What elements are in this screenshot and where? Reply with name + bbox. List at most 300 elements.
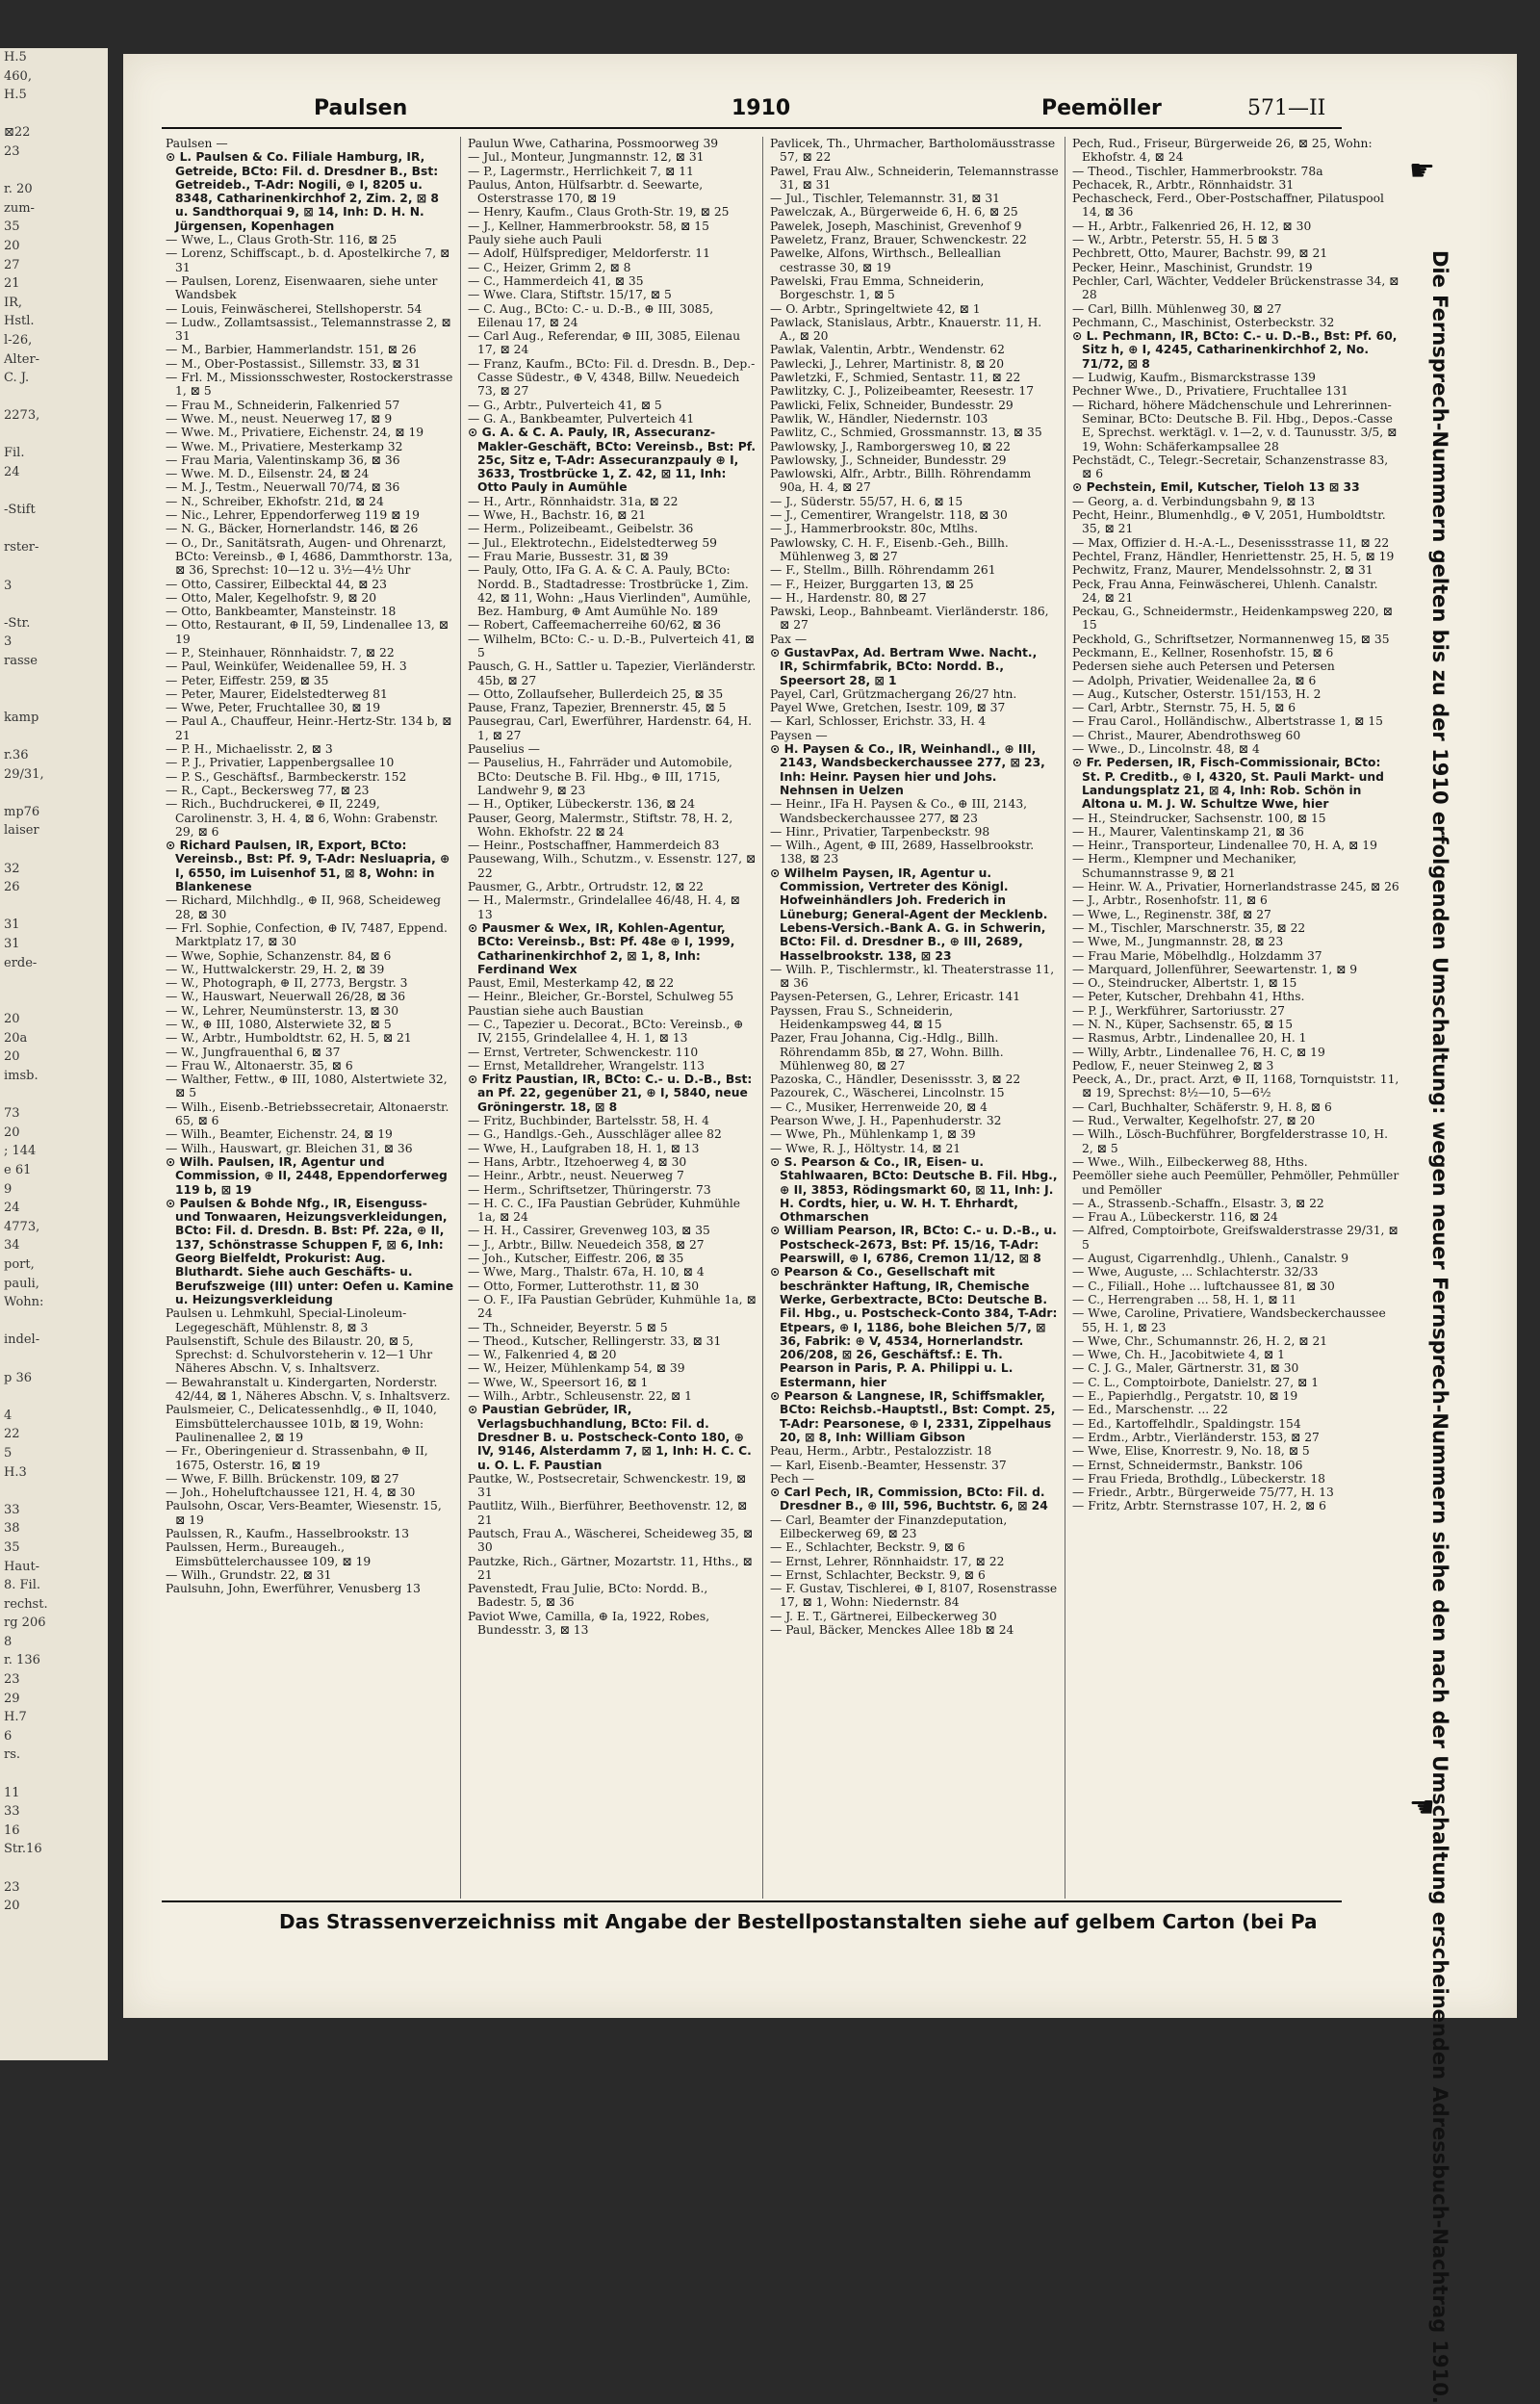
adjacent-page-fragment: 5 (4, 1445, 13, 1460)
directory-entry: — Frau Frieda, Brothdlg., Lübeckerstr. 18 (1072, 1471, 1325, 1486)
adjacent-page-fragment: H.3 (4, 1464, 27, 1480)
column-divider (762, 137, 763, 1899)
directory-entry: Pech, Rud., Friseur, Bürgerweide 26, ⊠ 25, Wohn: Ekhofstr. 4, ⊠ 24 (1072, 137, 1373, 165)
adjacent-page-fragment: 4 (4, 1408, 13, 1423)
directory-entry: — W., Photograph, ⊕ II, 2773, Bergstr. 3 (166, 976, 408, 991)
directory-entry: Pawel, Frau Alw., Schneiderin, Telemannstrasse 31, ⊠ 31 (770, 164, 1059, 192)
adjacent-page-fragment: imsb. (4, 1069, 38, 1084)
directory-entry: Pechwitz, Franz, Maurer, Mendelssohnstr. 2, ⊠ 31 (1072, 563, 1373, 578)
directory-entry: — Frl. Sophie, Confection, ⊕ IV, 7487, Eppend. Marktplatz 17, ⊠ 30 (166, 920, 448, 949)
directory-entry: Paulsuhn, John, Ewerführer, Venusberg 13 (166, 1582, 421, 1596)
directory-entry: — C., Filiall., Hohe ... luftchaussee 81, ⊠ 30 (1072, 1279, 1335, 1293)
directory-entry: — G. A., Bankbeamter, Pulverteich 41 (468, 411, 695, 426)
directory-entry: — Frau A., Lübeckerstr. 116, ⊠ 24 (1072, 1210, 1278, 1225)
directory-entry: — H., Artr., Rönnhaidstr. 31a, ⊠ 22 (468, 494, 679, 508)
directory-entry: — J. E. T., Gärtnerei, Eilbeckerweg 30 (770, 1609, 997, 1623)
directory-entry: — Wwe, Chr., Schumannstr. 26, H. 2, ⊠ 21 (1072, 1333, 1328, 1348)
directory-entry: — P. S., Geschäftsf., Barmbeckerstr. 152 (166, 769, 407, 784)
directory-entry: — Jul., Tischler, Telemannstr. 31, ⊠ 31 (770, 192, 1001, 206)
adjacent-page-fragment: 20 (4, 1012, 20, 1027)
directory-entry: — Alfred, Comptoirbote, Greifswalderstrasse 29/31, ⊠ 5 (1072, 1224, 1399, 1252)
adjacent-page-fragment: 20 (4, 1049, 20, 1065)
directory-entry: Pech — (770, 1471, 815, 1486)
adjacent-page-fragment: 31 (4, 918, 20, 933)
adjacent-page-fragment: 26 (4, 880, 20, 895)
directory-entry: — Ernst, Vertreter, Schwenckestr. 110 (468, 1045, 699, 1059)
adjacent-page-fragment: Alter- (4, 351, 40, 367)
column-3 (770, 137, 1059, 1899)
directory-entry: — Wwe. M. D., Eilsenstr. 24, ⊠ 24 (166, 467, 370, 481)
directory-entry: — H., Malermstr., Grindelallee 46/48, H. 4, ⊠ 13 (468, 893, 740, 921)
directory-entry: — Ernst, Lehrer, Rönnhaidstr. 17, ⊠ 22 (770, 1554, 1005, 1568)
directory-entry: — F., Heizer, Burggarten 13, ⊠ 25 (770, 577, 974, 591)
directory-entry: — Theod., Tischler, Hammerbrookstr. 78a (1072, 164, 1323, 178)
directory-entry: Paulsen — (166, 137, 228, 150)
directory-entry: — Richard, Milchhdlg., ⊕ II, 968, Scheideweg 28, ⊠ 30 (166, 893, 441, 921)
directory-entry: Pavlicek, Th., Uhrmacher, Bartholomäusstrasse 57, ⊠ 22 (770, 137, 1056, 165)
adjacent-page-fragment (0, 727, 108, 746)
directory-entry: — Marquard, Jollenführer, Seewartenstr. 1, ⊠ 9 (1072, 962, 1358, 976)
directory-entry: — Otto, Bankbeamter, Mansteinstr. 18 (166, 605, 397, 619)
directory-entry: Pawelczak, A., Bürgerweide 6, H. 6, ⊠ 25 (770, 205, 1018, 220)
directory-entry: — Wwe, R. J., Höltystr. 14, ⊠ 21 (770, 1141, 962, 1155)
directory-entry: — O., Dr., Sanitätsrath, Augen- und Ohrenarzt, BCto: Vereinsb., ⊕ I, 4686, Dammthorstr. 13a, ⊠ 36, Sprechst: 10—12 u. 3½—4½ Uhr (166, 535, 453, 578)
adjacent-page-fragment: 23 (4, 1879, 20, 1895)
directory-entry: — W., Huttwalckerstr. 29, H. 2, ⊠ 39 (166, 962, 385, 976)
directory-entry: — Heinr., IFa H. Paysen & Co., ⊕ III, 2143, Wandsbeckerchaussee 277, ⊠ 23 (770, 797, 1028, 825)
directory-entry: Pechascheck, Ferd., Ober-Postschaffner, Pilatuspool 14, ⊠ 36 (1072, 192, 1384, 220)
directory-entry: — Ludwig, Kaufm., Bismarckstrasse 139 (1072, 371, 1316, 385)
adjacent-page-fragment: Wohn: (4, 1295, 44, 1310)
directory-entry: Pausmer, G., Arbtr., Ortrudstr. 12, ⊠ 22 (468, 880, 704, 894)
directory-entry: — Franz, Kaufm., BCto: Fil. d. Dresdn. B., Dep.-Casse Südestr., ⊕ V, 4348, Billw. Neuedeich 73, ⊠ 27 (468, 356, 756, 399)
directory-entry: — Heinr., Arbtr., neust. Neuerweg 7 (468, 1169, 684, 1183)
adjacent-page-fragment: H.7 (4, 1710, 27, 1725)
directory-entry: Pausegrau, Carl, Ewerführer, Hardenstr. 64, H. 1, ⊠ 27 (468, 714, 752, 742)
directory-entry: — Christ., Maurer, Abendrothsweg 60 (1072, 728, 1301, 742)
directory-entry: — W., Arbtr., Peterstr. 55, H. 5 ⊠ 3 (1072, 233, 1279, 247)
adjacent-page-fragment (0, 897, 108, 917)
directory-entry: — Wilh., Lösch-Buchführer, Borgfelderstrasse 10, H. 2, ⊠ 5 (1072, 1127, 1388, 1155)
directory-entry: — H., Optiker, Lübeckerstr. 136, ⊠ 24 (468, 797, 696, 812)
directory-entry: — Paulsen, Lorenz, Eisenwaaren, siehe unter Wandsbek (166, 273, 438, 302)
directory-entry: ⊙ Paustian Gebrüder, IR, Verlagsbuchhandlung, BCto: Fil. d. Dresdner B. u. Postscheck-Conto 180, ⊕ IV, 9146, Alsterdamm 7, ⊠ 1, Inh: H. C. C. u. O. L. F. Paustian (468, 1403, 752, 1472)
directory-entry: — W., ⊕ III, 1080, Alsterwiete 32, ⊠ 5 (166, 1018, 392, 1031)
directory-entry: — Heinr., Postschaffner, Hammerdeich 83 (468, 839, 720, 853)
adjacent-page-fragment: 6 (4, 1728, 13, 1744)
directory-entry: Payel, Carl, Grützmachergang 26/27 htn. (770, 686, 1017, 701)
directory-entry: Pax — (770, 632, 808, 646)
directory-entry: — H., Steindrucker, Sachsenstr. 100, ⊠ 15 (1072, 811, 1326, 825)
adjacent-page-fragment: 34 (4, 1238, 20, 1254)
directory-entry: Paulsmeier, C., Delicatessenhdlg., ⊕ II, 1040, Eimsbüttelerchaussee 101b, ⊠ 19, Wohn: Paulinenallee 2, ⊠ 19 (166, 1403, 437, 1444)
directory-entry: Pausch, G. H., Sattler u. Tapezier, Vierländerstr. 45b, ⊠ 27 (468, 659, 757, 687)
adjacent-page-fragment (0, 840, 108, 860)
adjacent-page-fragment: -Str. (4, 615, 31, 631)
adjacent-page-fragment (0, 972, 108, 992)
directory-entry: — Joh., Kutscher, Eiffestr. 206, ⊠ 35 (468, 1252, 684, 1266)
adjacent-page-fragment: 20 (4, 238, 20, 253)
directory-entry: — Frau W., Altonaerstr. 35, ⊠ 6 (166, 1058, 353, 1073)
directory-entry: — Ernst, Schlachter, Beckstr. 9, ⊠ 6 (770, 1567, 986, 1582)
directory-entry: — J., Kellner, Hammerbrookstr. 58, ⊠ 15 (468, 219, 709, 233)
directory-entry: — Rud., Verwalter, Kegelhofstr. 27, ⊠ 20 (1072, 1114, 1316, 1128)
directory-entry: — Wwe, Elise, Knorrestr. 9, No. 18, ⊠ 5 (1072, 1444, 1310, 1459)
pointing-hand-icon: ☚ (1409, 1791, 1435, 1824)
adjacent-page-fragment (0, 1387, 108, 1407)
adjacent-page-fragment: 33 (4, 1804, 20, 1820)
adjacent-page-fragment: port, (4, 1257, 35, 1272)
directory-entry: — Adolf, Hülfsprediger, Meldorferstr. 11 (468, 246, 710, 261)
directory-entry: — Karl, Eisenb.-Beamter, Hessenstr. 37 (770, 1458, 1007, 1472)
directory-entry: Pearson Wwe, J. H., Papenhuderstr. 32 (770, 1114, 1002, 1128)
directory-entry: — Pauselius, H., Fahrräder und Automobile, BCto: Deutsche B. Fil. Hbg., ⊕ III, 1715, Landwehr 9, ⊠ 23 (468, 756, 732, 797)
directory-entry: — Wwe, F. Billh. Brückenstr. 109, ⊠ 27 (166, 1471, 399, 1486)
directory-entry: — Pauly, Otto, IFa G. A. & C. A. Pauly, BCto: Nordd. B., Stadtadresse: Trostbrücke 1, Zim. 42, ⊠ 11, Wohn: „Haus Vierlinden", Aumühle, Bez. Hamburg, ⊕ Amt Aumühle No. 189 (468, 563, 752, 619)
directory-entry: ⊙ G. A. & C. A. Pauly, IR, Assecuranz-Makler-Geschäft, BCto: Vereinsb., Bst: Pf. 25c, Sitz e, T-Adr: Assecuranzpauly ⊕ I, 3633, Trostbrücke 1, Z. 42, ⊠ 11, Inh: Otto Pauly in Aumühle (468, 426, 757, 495)
directory-entry: — Ludw., Zollamtsassist., Telemannstrasse 2, ⊠ 31 (166, 315, 451, 344)
adjacent-page-fragment: 38 (4, 1521, 20, 1537)
adjacent-page-fragment: 23 (4, 1672, 20, 1688)
directory-entry: — C. L., Comptoirbote, Danielstr. 27, ⊠ 1 (1072, 1375, 1320, 1389)
directory-entry: — C., Herrengraben ... 58, H. 1, ⊠ 11 (1072, 1292, 1297, 1306)
column-2 (468, 137, 757, 1899)
directory-entry: — Wwe. M., neust. Neuerweg 17, ⊠ 9 (166, 411, 393, 426)
adjacent-page-fragment: indel- (4, 1332, 40, 1348)
directory-entry: — Frau Marie, Bussestr. 31, ⊠ 39 (468, 549, 669, 563)
directory-entry: Pawlitzky, C. J., Polizeibeamter, Reesestr. 17 (770, 384, 1035, 399)
directory-entry: — M., Ober-Postassist., Sillemstr. 33, ⊠ 31 (166, 356, 422, 371)
directory-entry: ⊙ Pausmer & Wex, IR, Kohlen-Agentur, BCto: Vereinsb., Bst: Pf. 48e ⊕ I, 1999, Catharinenkirchhof 2, ⊠ 1, 8, Inh: Ferdinand Wex (468, 920, 735, 976)
directory-entry: — E., Papierhdlg., Pergatstr. 10, ⊠ 19 (1072, 1389, 1298, 1404)
adjacent-page-fragment (0, 1765, 108, 1784)
directory-entry: — August, Cigarrenhdlg., Uhlenh., Canalstr. 9 (1072, 1252, 1349, 1266)
directory-entry: — Nic., Lehrer, Eppendorferweg 119 ⊠ 19 (166, 508, 420, 523)
directory-entry: ⊙ Pearson & Langnese, IR, Schiffsmakler, BCto: Reichsb.-Hauptstl., Bst: Compt. 25, T-Adr: Pearsonese, ⊕ I, 2331, Zippelhaus 20, ⊠ 8, Inh: William Gibson (770, 1389, 1056, 1444)
directory-entry: — Wilh., Eisenb.-Betriebssecretair, Altonaerstr. 65, ⊠ 6 (166, 1099, 449, 1128)
adjacent-page-fragment: r.36 (4, 747, 29, 763)
directory-entry: Pawlack, Stanislaus, Arbtr., Knauerstr. 11, H. A., ⊠ 20 (770, 315, 1042, 344)
directory-entry: — W., Hauswart, Neuerwall 26/28, ⊠ 36 (166, 990, 406, 1004)
directory-entry: — Carl, Billh. Mühlenweg 30, ⊠ 27 (1072, 301, 1282, 316)
directory-entry: — C., Hammerdeich 41, ⊠ 35 (468, 273, 644, 288)
adjacent-page-fragment: 3 (4, 578, 13, 593)
directory-entry: Pawlak, Valentin, Arbtr., Wendenstr. 62 (770, 343, 1005, 357)
adjacent-page-fragment: C. J. (4, 371, 30, 386)
directory-entry: Pautlitz, Wilh., Bierführer, Beethovenstr. 12, ⊠ 21 (468, 1499, 748, 1527)
directory-entry: Peemöller siehe auch Peemüller, Pehmöller, Pehmüller und Pemöller (1072, 1169, 1399, 1197)
directory-entry: — F. Gustav, Tischlerei, ⊕ I, 8107, Rosenstrasse 17, ⊠ 1, Wohn: Niedernstr. 84 (770, 1582, 1058, 1610)
adjacent-page-fragment (0, 1312, 108, 1331)
directory-entry: — Herm., Schriftsetzer, Thüringerstr. 73 (468, 1182, 711, 1197)
directory-entry: ⊙ Wilh. Paulsen, IR, Agentur und Commission, ⊕ II, 2448, Eppendorferweg 119 b, ⊠ 19 (166, 1154, 448, 1197)
directory-entry: — Friedr., Arbtr., Bürgerweide 75/77, H. 13 (1072, 1486, 1334, 1500)
directory-entry: — Richard, höhere Mädchenschule und Lehrerinnen-Seminar, BCto: Deutsche B. Fil. Hbg., Depos.-Casse E, Sprechst. werktägl. v. 1—2, v. d. Taunusstr. 3/5, ⊠ 19, Wohn: Schäferkampsallee 28 (1072, 398, 1398, 453)
directory-entry: Peckau, G., Schneidermstr., Heidenkampsweg 220, ⊠ 15 (1072, 605, 1393, 633)
adjacent-page-fragment (0, 520, 108, 539)
adjacent-page-fragment: 21 (4, 276, 20, 292)
directory-entry: — Herm., Polizeibeamt., Geibelstr. 36 (468, 522, 694, 536)
adjacent-page-fragment: Fil. (4, 446, 25, 461)
directory-entry: — Wwe, M., Jungmannstr. 28, ⊠ 23 (1072, 935, 1284, 949)
directory-entry: — C., Musiker, Herrenweide 20, ⊠ 4 (770, 1099, 988, 1114)
directory-entry: — M., Barbier, Hammerlandstr. 151, ⊠ 26 (166, 343, 417, 357)
directory-entry: — Frau Maria, Valentinskamp 36, ⊠ 36 (166, 452, 400, 467)
directory-entry: — Frau Marie, Möbelhdlg., Holzdamm 37 (1072, 948, 1322, 963)
directory-entry: ⊙ Pechstein, Emil, Kutscher, Tieloh 13 ⊠ 33 (1072, 480, 1360, 495)
directory-entry: Paulsohn, Oscar, Vers-Beamter, Wiesenstr. 15, ⊠ 19 (166, 1499, 442, 1527)
directory-entry: — Hans, Arbtr., Itzehoerweg 4, ⊠ 30 (468, 1154, 687, 1169)
directory-entry: — M. J., Testm., Neuerwall 70/74, ⊠ 36 (166, 480, 400, 495)
directory-entry: — Frau Carol., Holländischw., Albertstrasse 1, ⊠ 15 (1072, 714, 1383, 729)
directory-entry: Pawelke, Alfons, Wirthsch., Belleallian cestrasse 30, ⊠ 19 (770, 246, 1001, 274)
directory-entry: — Frau M., Schneiderin, Falkenried 57 (166, 398, 400, 412)
directory-entry: Paysen-Petersen, G., Lehrer, Ericastr. 141 (770, 990, 1021, 1004)
footer-rule (162, 1900, 1342, 1902)
directory-entry: — M., Tischler, Marschnerstr. 35, ⊠ 22 (1072, 920, 1306, 935)
directory-entry: Pawlowski, Alfr., Arbtr., Billh. Röhrendamm 90a, H. 4, ⊠ 27 (770, 467, 1032, 495)
directory-entry: — Peter, Maurer, Eidelstedterweg 81 (166, 686, 388, 701)
pointing-hand-icon: ☛ (1409, 154, 1435, 188)
directory-entry: — Frl. M., Missionsschwester, Rostockerstrasse 1, ⊠ 5 (166, 371, 453, 399)
directory-entry: — R., Capt., Beckersweg 77, ⊠ 23 (166, 783, 370, 797)
directory-entry: — Carl, Beamter der Finanzdeputation, Eilbeckerweg 69, ⊠ 23 (770, 1512, 1008, 1540)
directory-entry: — Ed., Marschenstr. ... 22 (1072, 1403, 1228, 1417)
adjacent-page-fragment: zum- (4, 200, 35, 216)
adjacent-page-fragment: 24 (4, 1201, 20, 1216)
directory-entry: Peau, Herm., Arbtr., Pestalozzistr. 18 (770, 1444, 992, 1459)
adjacent-page-fragment: 20 (4, 1899, 20, 1914)
adjacent-page-fragment: -Stift (4, 503, 36, 518)
directory-entry: — Otto, Former, Lutterothstr. 11, ⊠ 30 (468, 1279, 700, 1293)
directory-entry: Pawelski, Frau Emma, Schneiderin, Borgeschstr. 1, ⊠ 5 (770, 273, 985, 302)
adjacent-page-fragment: erde- (4, 955, 38, 970)
directory-entry: Pawlowsky, J., Ramborgersweg 10, ⊠ 22 (770, 439, 1011, 453)
adjacent-page-fragment: 22 (4, 1427, 20, 1442)
adjacent-page-fragment: Haut- (4, 1559, 40, 1574)
directory-entry: Pazourek, C., Wäscherei, Lincolnstr. 15 (770, 1086, 1005, 1100)
directory-entry: — Georg, a. d. Verbindungsbahn 9, ⊠ 13 (1072, 494, 1316, 508)
directory-entry: — A., Strassenb.-Schaffn., Elsastr. 3, ⊠ 22 (1072, 1196, 1324, 1210)
adjacent-page-fragment: 32 (4, 861, 20, 876)
adjacent-page-fragment: 460, (4, 68, 32, 84)
directory-entry: — H. C. C., IFa Paustian Gebrüder, Kuhmühle 1a, ⊠ 24 (468, 1196, 741, 1225)
directory-entry: — Wilh., Beamter, Eichenstr. 24, ⊠ 19 (166, 1127, 393, 1142)
directory-entry: — J., Arbtr., Billw. Neuedeich 358, ⊠ 27 (468, 1237, 705, 1252)
adjacent-page-fragment: 27 (4, 257, 20, 272)
directory-entry: Pautzke, Rich., Gärtner, Mozartstr. 11, Hths., ⊠ 21 (468, 1554, 753, 1582)
directory-entry: — J., Süderstr. 55/57, H. 6, ⊠ 15 (770, 494, 963, 508)
adjacent-page-fragment: IR, (4, 295, 23, 310)
directory-entry: ⊙ GustavPax, Ad. Bertram Wwe. Nacht., IR, Schirmfabrik, BCto: Nordd. B., Speersort 28, ⊠ 1 (770, 645, 1038, 687)
header-left-name: Paulsen (314, 96, 408, 120)
directory-entry: Peeck, A., Dr., pract. Arzt, ⊕ II, 1168, Tornquiststr. 11, ⊠ 19, Sprechst: 8½—10, 5—6½ (1072, 1073, 1399, 1100)
directory-entry: — Otto, Maler, Kegelhofstr. 9, ⊠ 20 (166, 590, 377, 605)
adjacent-page-fragment: 29/31, (4, 766, 44, 782)
directory-entry: Pauser, Georg, Malermstr., Stiftstr. 78, H. 2, Wohn. Ekhofstr. 22 ⊠ 24 (468, 811, 733, 839)
directory-entry: — Adolph, Privatier, Weidenallee 2a, ⊠ 6 (1072, 673, 1317, 687)
directory-entry: — W., Lehrer, Neumünsterstr. 13, ⊠ 30 (166, 1003, 399, 1018)
directory-entry: ⊙ William Pearson, IR, BCto: C.- u. D.-B., u. Postscheck-2673, Bst: Pf. 15/16, T-Adr: Pearswill, ⊕ I, 6786, Cremon 11/12, ⊠ 8 (770, 1224, 1057, 1266)
column-4 (1072, 137, 1399, 1899)
adjacent-page-fragment: Hstl. (4, 314, 35, 329)
directory-entry: Pechtel, Franz, Händler, Henriettenstr. 25, H. 5, ⊠ 19 (1072, 549, 1395, 563)
adjacent-page-fragment: H.5 (4, 50, 27, 65)
directory-entry: — N., Schreiber, Ekhofstr. 21d, ⊠ 24 (166, 494, 384, 508)
directory-entry: — Wwe, Caroline, Privatiere, Wandsbeckerchaussee 55, H. 1, ⊠ 23 (1072, 1306, 1386, 1334)
directory-entry: Payel Wwe, Gretchen, Isestr. 109, ⊠ 37 (770, 701, 1006, 715)
adjacent-page-fragment: rasse (4, 654, 38, 668)
directory-entry: — Ed., Kartoffelhdlr., Spaldingstr. 154 (1072, 1416, 1301, 1431)
directory-entry: Pechler, Carl, Wächter, Veddeler Brückenstrasse 34, ⊠ 28 (1072, 273, 1399, 302)
directory-entry: — Henry, Kaufm., Claus Groth-Str. 19, ⊠ 25 (468, 205, 730, 220)
directory-entry: — Lorenz, Schiffscapt., b. d. Apostelkirche 7, ⊠ 31 (166, 246, 450, 274)
adjacent-page-fragment: 2273, (4, 408, 40, 424)
directory-entry: — Wwe, Marg., Thalstr. 67a, H. 10, ⊠ 4 (468, 1265, 705, 1280)
directory-entry: Paustian siehe auch Baustian (468, 1003, 644, 1018)
directory-entry: Paust, Emil, Mesterkamp 42, ⊠ 22 (468, 976, 675, 991)
adjacent-page-fragment: 24 (4, 465, 20, 480)
directory-entry: Pawlicki, Felix, Schneider, Bundesstr. 29 (770, 398, 1014, 412)
directory-entry: — C. Aug., BCto: C.- u. D.-B., ⊕ III, 3085, Eilenau 17, ⊠ 24 (468, 301, 714, 329)
directory-entry: — Wilh., Agent, ⊕ III, 2689, Hasselbrookstr. 138, ⊠ 23 (770, 839, 1035, 866)
adjacent-page-fragment: 33 (4, 1502, 20, 1517)
adjacent-page-fragment: ⊠22 (4, 125, 31, 141)
directory-entry: Pautke, W., Postsecretair, Schwenckestr. 19, ⊠ 31 (468, 1471, 747, 1500)
directory-entry: — Fr., Oberingenieur d. Strassenbahn, ⊕ II, 1675, Osterstr. 16, ⊠ 19 (166, 1444, 428, 1472)
directory-entry: Pautsch, Frau A., Wäscherei, Scheideweg 35, ⊠ 30 (468, 1526, 754, 1555)
directory-entry: — Erdm., Arbtr., Vierländerstr. 153, ⊠ 27 (1072, 1430, 1320, 1444)
directory-entry: — H., Hardenstr. 80, ⊠ 27 (770, 590, 927, 605)
directory-entry: — Louis, Feinwäscherei, Stellshoperstr. 54 (166, 301, 423, 316)
directory-entry: Paulus, Anton, Hülfsarbtr. d. Seewarte, Osterstrasse 170, ⊠ 19 (468, 177, 704, 206)
adjacent-page-fragment (0, 426, 108, 445)
directory-entry: Pazer, Frau Johanna, Cig.-Hdlg., Billh. Röhrendamm 85b, ⊠ 27, Wohn. Billh. Mühlenweg 80, ⊠ 27 (770, 1031, 1004, 1073)
directory-entry: — Wwe, Auguste, ... Schlachterstr. 32/33 (1072, 1265, 1319, 1280)
directory-entry: — G., Handlgs.-Geh., Ausschläger allee 82 (468, 1127, 722, 1142)
directory-entry: — Carl, Buchhalter, Schäferstr. 9, H. 8, ⊠ 6 (1072, 1099, 1332, 1114)
directory-entry: Pazoska, C., Händler, Desenissstr. 3, ⊠ 22 (770, 1073, 1021, 1087)
directory-entry: — C., Tapezier u. Decorat., BCto: Vereinsb., ⊕ IV, 2155, Grindelallee 4, H. 1, ⊠ 13 (468, 1018, 744, 1046)
adjacent-page-fragment (0, 1350, 108, 1369)
directory-entry: — Paul A., Chauffeur, Heinr.-Hertz-Str. 134 b, ⊠ 21 (166, 714, 452, 742)
directory-entry: ⊙ Pearson & Co., Gesellschaft mit beschränkter Haftung, IR, Chemische Werke, Gerbextracte, BCto: Deutsche B. Fil. Hbg., u. Postscheck-Conto 384, T-Adr: Etpears, ⊕ I, 1186, bohe Bleichen 5/7, ⊠ 36, Fabrik: ⊕ V, 4534, Hornerlandstr. 206/208, ⊠ 26, Geschäftsf.: E. Th. Pearson in Paris, P. A. Philippi u. L. Estermann, hier (770, 1265, 1058, 1389)
adjacent-page-fragment: 20 (4, 1124, 20, 1140)
directory-entry: — Joh., Hoheluftchaussee 121, H. 4, ⊠ 30 (166, 1486, 416, 1500)
directory-entry: Pavenstedt, Frau Julie, BCto: Nordd. B., Badestr. 5, ⊠ 36 (468, 1582, 708, 1610)
directory-entry: — P., Lagermstr., Herrlichkeit 7, ⊠ 11 (468, 164, 694, 178)
directory-entry: — Max, Offizier d. H.-A.-L., Desenissstrasse 11, ⊠ 22 (1072, 535, 1390, 550)
telephone-notice-text: Die Fernsprech-Nummern gelten bis zu der 1910 erfolgenden Umschaltung: wegen neuer Fernsprech-Nummern siehe den nach der Umschaltung erscheinenden Adressbuch-Nachtrag 1910. (1428, 250, 1451, 2404)
directory-entry: — Karl, Schlosser, Erichstr. 33, H. 4 (770, 714, 987, 729)
adjacent-page-fragment: 73 (4, 1106, 20, 1122)
adjacent-page-fragment (0, 1859, 108, 1878)
directory-entry: Pawlik, W., Händler, Niedernstr. 103 (770, 411, 988, 426)
directory-entry: Pechbrett, Otto, Maurer, Bachstr. 99, ⊠ 21 (1072, 246, 1328, 261)
adjacent-page-fragment (0, 388, 108, 407)
adjacent-page-fragment: rster- (4, 540, 39, 556)
directory-entry: Paulssen, R., Kaufm., Hasselbrookstr. 13 (166, 1526, 410, 1540)
directory-entry: — Th., Schneider, Beyerstr. 5 ⊠ 5 (468, 1320, 668, 1334)
directory-entry: Pechner Wwe., D., Privatiere, Fruchtallee 131 (1072, 384, 1348, 399)
directory-entry: — Wwe. M., Privatiere, Eichenstr. 24, ⊠ 19 (166, 426, 424, 440)
adjacent-page-fragment (0, 482, 108, 502)
header-rule (162, 127, 1342, 129)
adjacent-page-fragment: 4773, (4, 1219, 40, 1234)
directory-entry: — Wilh., Grundstr. 22, ⊠ 31 (166, 1567, 332, 1582)
adjacent-page-fragment: 3 (4, 634, 13, 650)
directory-entry: Pausewang, Wilh., Schutzm., v. Essenstr. 127, ⊠ 22 (468, 852, 757, 880)
directory-entry: — Jul., Elektrotechn., Eidelstedterweg 59 (468, 535, 717, 550)
directory-entry: Paviot Wwe, Camilla, ⊕ Ia, 1922, Robes, Bundesstr. 3, ⊠ 13 (468, 1609, 710, 1638)
directory-entry: — Carl, Arbtr., Sternstr. 75, H. 5, ⊠ 6 (1072, 701, 1296, 715)
directory-entry: ⊙ L. Pechmann, IR, BCto: C.- u. D.-B., Bst: Pf. 60, Sitz h, ⊕ I, 4245, Catharinenkirchhof 2, No. 71/72, ⊠ 8 (1072, 329, 1398, 371)
directory-entry: — J., Cementirer, Wrangelstr. 118, ⊠ 30 (770, 508, 1008, 523)
directory-entry: ⊙ Carl Pech, IR, Commission, BCto: Fil. d. Dresdner B., ⊕ III, 596, Buchtstr. 6, ⊠ 24 (770, 1486, 1048, 1513)
footer-note: Das Strassenverzeichniss mit Angabe der Bestellpostanstalten siehe auf gelbem Carton (bei Pa (279, 1910, 1318, 1933)
directory-entry: Pawlitz, C., Schmied, Grossmannstr. 13, ⊠ 35 (770, 426, 1042, 440)
adjacent-page-fragment: r. 136 (4, 1653, 40, 1668)
directory-entry: — Heinr., Bleicher, Gr.-Borstel, Schulweg 55 (468, 990, 734, 1004)
directory-entry: — W., Heizer, Mühlenkamp 54, ⊠ 39 (468, 1361, 685, 1376)
directory-entry: — Wwe, H., Bachstr. 16, ⊠ 21 (468, 508, 647, 523)
directory-entry: Paulun Wwe, Catharina, Possmoorweg 39 (468, 137, 719, 150)
directory-entry: Pedersen siehe auch Petersen und Petersen (1072, 659, 1335, 674)
directory-entry: — Carl Aug., Referendar, ⊕ III, 3085, Eilenau 17, ⊠ 24 (468, 329, 741, 357)
header-year: 1910 (732, 96, 791, 120)
directory-entry: — Wilh. P., Tischlermstr., kl. Theaterstrasse 11, ⊠ 36 (770, 962, 1055, 991)
directory-entry: — Wwe, H., Laufgraben 18, H. 1, ⊠ 13 (468, 1141, 700, 1155)
directory-entry: Pechstädt, C., Telegr.-Secretair, Schanzenstrasse 83, ⊠ 6 (1072, 452, 1389, 481)
directory-entry: Peckhold, G., Schriftsetzer, Normannenweg 15, ⊠ 35 (1072, 632, 1390, 646)
directory-entry: — Ernst, Schneidermstr., Bankstr. 106 (1072, 1458, 1303, 1472)
directory-entry: — Heinr. W. A., Privatier, Hornerlandstrasse 245, ⊠ 26 (1072, 880, 1399, 894)
adjacent-page-fragment: 16 (4, 1822, 20, 1838)
directory-entry: — Theod., Kutscher, Rellingerstr. 33, ⊠ 31 (468, 1333, 722, 1348)
adjacent-page-fragment: 8. Fil. (4, 1578, 41, 1593)
directory-entry: — Wwe., D., Lincolnstr. 48, ⊠ 4 (1072, 742, 1260, 757)
adjacent-page-fragment (0, 671, 108, 690)
directory-entry: — Peter, Kutscher, Drehbahn 41, Hths. (1072, 990, 1305, 1004)
directory-entry: Paulsenstift, Schule des Bilaustr. 20, ⊠ 5, Sprechst: d. Schulvorsteherin v. 12—1 Uhr Näheres Abschn. V, s. Inhaltsverz. (166, 1333, 433, 1376)
adjacent-page-fragment: mp76 (4, 804, 40, 819)
directory-entry: — Wwe, W., Speersort 16, ⊠ 1 (468, 1375, 649, 1389)
adjacent-page-fragment: rs. (4, 1747, 21, 1763)
directory-entry: ⊙ Paulsen & Bohde Nfg., IR, Eisenguss- und Tonwaaren, Heizungsverkleidungen, BCto: Fil. d. Dresdn. B. Bst: Pf. 22a, ⊕ II, 137, Schönstrasse Schuppen F, ⊠ 6, Inh: Georg Bielfeldt, Prokurist: Aug. Bluthardt. Siehe auch Geschäfts- u. Berufszweige (III) unter: Oefen u. Kamine u. Heizungsverkleidung (166, 1196, 454, 1306)
directory-entry: Pawelek, Joseph, Maschinist, Grevenhof 9 (770, 219, 1022, 233)
directory-entry: — Peter, Eiffestr. 259, ⊠ 35 (166, 673, 329, 687)
directory-entry: — Rasmus, Arbtr., Lindenallee 20, H. 1 (1072, 1031, 1307, 1046)
directory-entry: Paulssen, Herm., Bureaugeh., Eimsbüttelerchaussee 109, ⊠ 19 (166, 1540, 372, 1568)
directory-entry: — P., Steinhauer, Rönnhaidstr. 7, ⊠ 22 (166, 645, 395, 659)
directory-entry: — Robert, Caffeemacherreihe 60/62, ⊠ 36 (468, 618, 721, 633)
directory-entry: — Wwe, L., Claus Groth-Str. 116, ⊠ 25 (166, 233, 398, 247)
directory-entry: — Willy, Arbtr., Lindenallee 76, H. C, ⊠ 19 (1072, 1045, 1325, 1059)
adjacent-page-fragment: 35 (4, 1539, 20, 1555)
directory-entry: Pauselius — (468, 742, 540, 757)
adjacent-page-fragment: 11 (4, 1785, 20, 1800)
directory-entry: — Ernst, Metalldreher, Wrangelstr. 113 (468, 1058, 705, 1073)
page-number: 571—II (1247, 96, 1326, 120)
directory-entry: Paysen — (770, 728, 828, 742)
directory-entry: — Fritz, Arbtr. Sternstrasse 107, H. 2, ⊠ 6 (1072, 1499, 1326, 1513)
adjacent-page-fragment (0, 1482, 108, 1501)
adjacent-page-fragment (0, 689, 108, 709)
directory-entry: — O., Steindrucker, Albertstr. 1, ⊠ 15 (1072, 976, 1297, 991)
directory-entry: — Wwe, L., Reginenstr. 38f, ⊠ 27 (1072, 907, 1271, 921)
directory-entry: ⊙ Fr. Pedersen, IR, Fisch-Commissionair, BCto: St. P. Creditb., ⊕ I, 4320, St. Pauli Markt- und Landungsplatz 21, ⊠ 4, Inh: Rob. Schön in Altona u. M. J. W. Schultze Wwe, hier (1072, 756, 1384, 812)
directory-entry: — Otto, Cassirer, Eilbecktal 44, ⊠ 23 (166, 577, 387, 591)
